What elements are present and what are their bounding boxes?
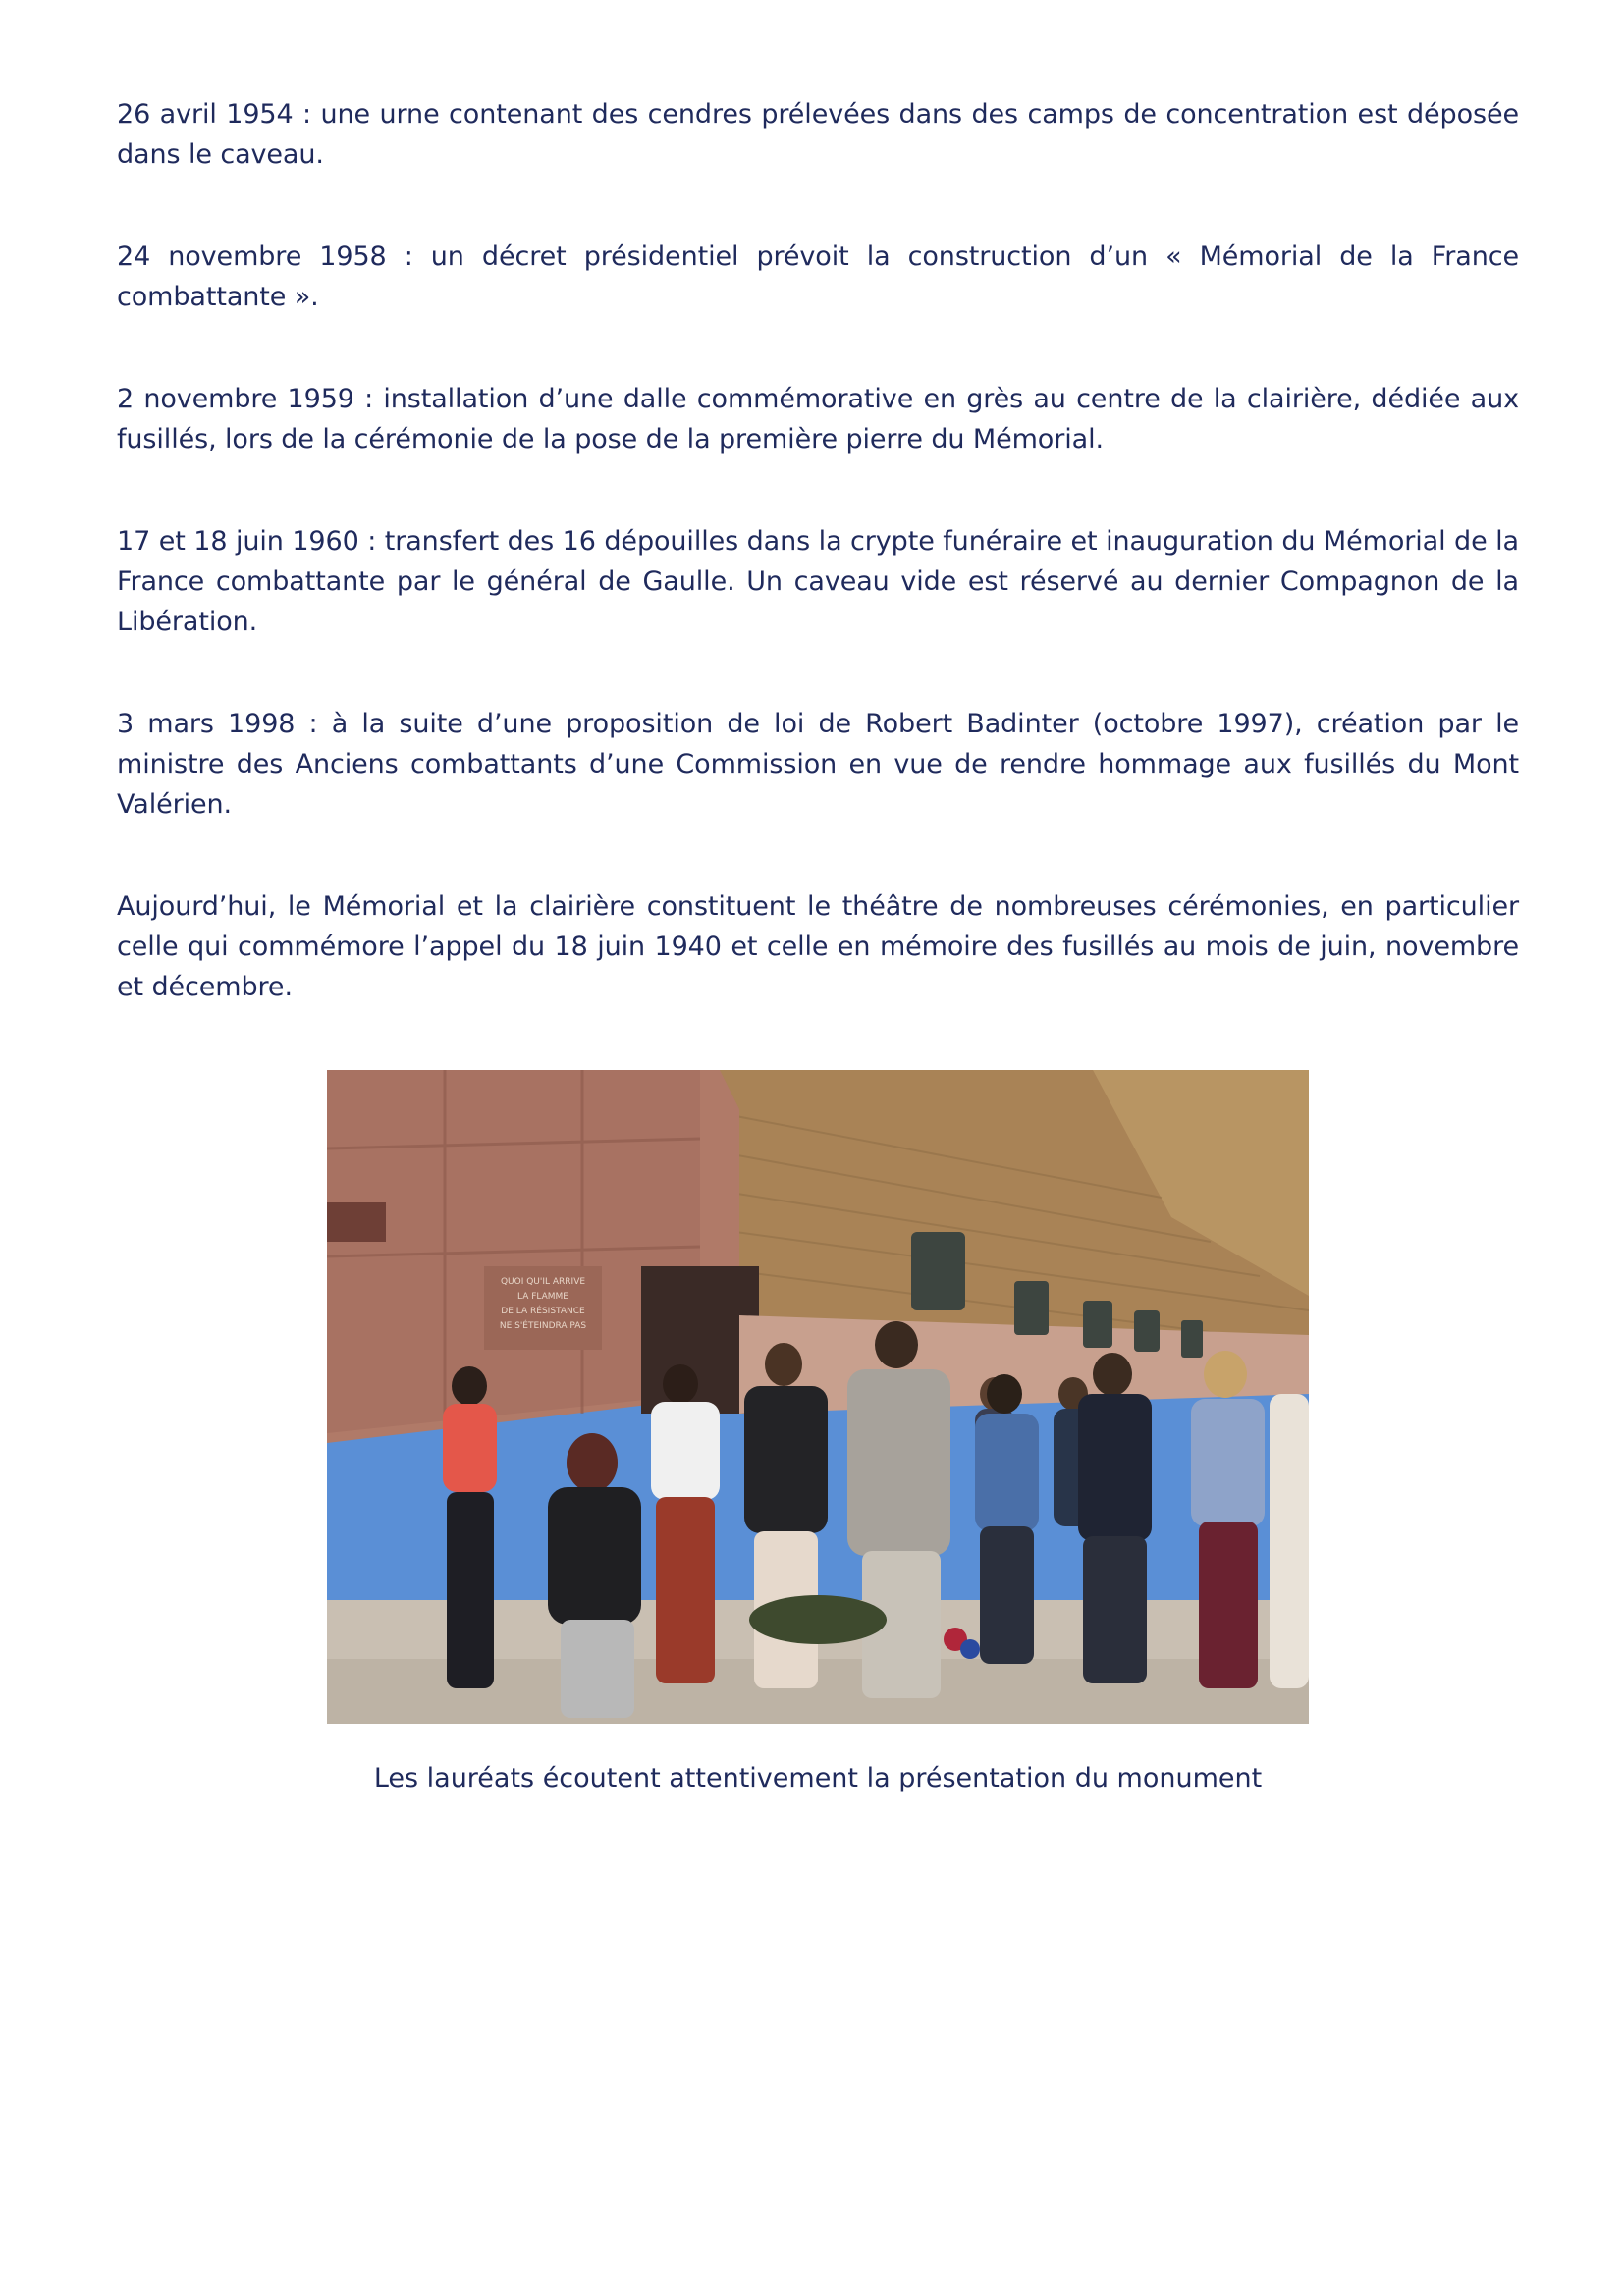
paragraph-1998: 3 mars 1998 : à la suite d’une proposition de loi de Robert Badinter (octobre 1997), création par le ministre des Anciens combattants d’une Commission en vue de rendre hommage aux fusillés du Mont Valérien. [117, 709, 1519, 820]
paragraph-1958: 24 novembre 1958 : un décret présidentiel prévoit la construction d’un « Mémorial de la France combattante ». [117, 241, 1519, 312]
document-body [117, 94, 1519, 1007]
inscription-line-3: DE LA RÉSISTANCE [501, 1307, 585, 1316]
inscription-line-1: QUOI QU'IL ARRIVE [500, 1277, 586, 1287]
paragraph-today: Aujourd’hui, le Mémorial et la clairière constituent le théâtre de nombreuses cérémonies, en particulier celle qui commémore l’appel du 18 juin 1940 et celle en mémoire des fusillés au mois de juin, novembre et décembre. [117, 891, 1519, 1002]
inscription-line-2: LA FLAMME [516, 1292, 569, 1302]
paragraph-1954: 26 avril 1954 : une urne contenant des cendres prélevées dans des camps de concentration est déposée dans le caveau. [117, 99, 1519, 170]
inscription-line-4: NE S'ÉTEINDRA PAS [499, 1321, 587, 1331]
photo-caption: Les lauréats écoutent attentivement la présentation du monument [373, 1763, 1263, 1793]
memorial-photo-illustration [327, 1070, 1309, 1724]
paragraph-1960: 17 et 18 juin 1960 : transfert des 16 dépouilles dans la crypte funéraire et inauguration du Mémorial de la France combattante par le général de Gaulle. Un caveau vide est réservé au dernier Compagnon de la Libération. [117, 526, 1519, 637]
memorial-photo [327, 1070, 1309, 1724]
paragraph-1959: 2 novembre 1959 : installation d’une dalle commémorative en grès au centre de la clairière, dédiée aux fusillés, lors de la cérémonie de la pose de la première pierre du Mémorial. [117, 384, 1519, 454]
